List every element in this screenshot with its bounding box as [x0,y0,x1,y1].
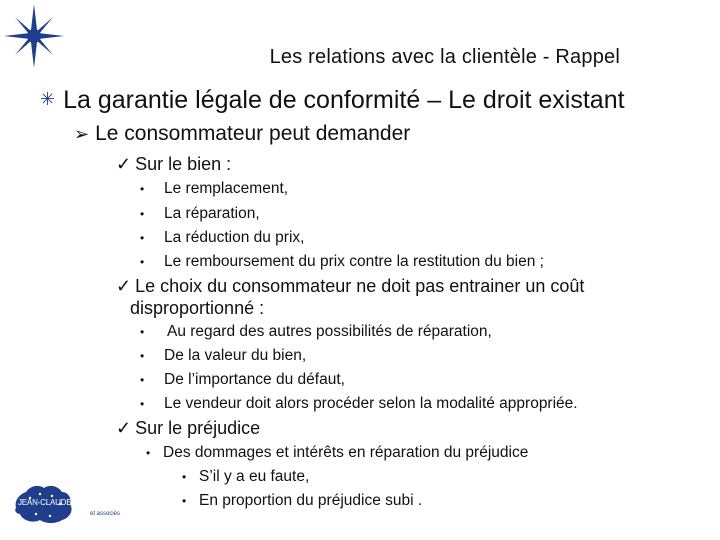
page-title: Les relations avec la clientèle - Rappel [269,46,620,68]
list-item: • Le remboursement du prix contre la restitution du bien ; [140,253,544,270]
check-icon: ✓ [116,154,132,174]
sub-list-item: • S’il y a eu faute, [182,468,310,485]
section-label-text: Le choix du consommateur ne doit pas entrainer un coût [135,276,585,296]
list-item: • Le remplacement, [140,180,289,197]
list-item-text: Le remboursement du prix contre la restitution du bien ; [164,253,544,270]
list-item: • Au regard des autres possibilités de réparation, [140,323,492,340]
logo-text: JEAN-CLAUDE COULON [18,498,107,507]
list-item: • Des dommages et intérêts en réparation du préjudice [146,444,529,461]
list-item-text: La réduction du prix, [164,229,305,246]
sub-list-item-text: En proportion du préjudice subi . [199,492,423,509]
list-item: • Le vendeur doit alors procéder selon la modalité appropriée. [140,395,578,412]
list-item-text: Des dommages et intérêts en réparation du préjudice [163,444,529,461]
section-label-text: Sur le bien : [135,154,232,174]
section-label-text: Sur le préjudice [135,418,261,438]
list-item: • De l’importance du défaut, [140,371,345,388]
check-icon: ✓ [116,418,132,438]
subheading [74,122,410,146]
main-heading-text: La garantie légale de conformité – Le droit existant [63,86,625,114]
list-item: • La réparation, [140,205,260,222]
arrow-icon: ➢ [74,124,90,144]
sub-list-item-text: S’il y a eu faute, [199,468,310,485]
list-item-text: De la valeur du bien, [164,347,307,364]
logo-subtext: et associés [90,511,121,517]
list-item-text: Le vendeur doit alors procéder selon la modalité appropriée. [164,395,578,412]
list-item-text: Au regard des autres possibilités de réparation, [167,323,492,340]
section-label [116,154,231,175]
section-label-continued: disproportionné : [130,298,265,318]
list-item-text: Le remplacement, [164,180,289,197]
main-heading [40,86,625,115]
list-item: • La réduction du prix, [140,229,305,246]
section-label [116,418,260,439]
sub-list-item: • En proportion du préjudice subi . [182,492,423,509]
list-item-text: De l’importance du défaut, [164,371,345,388]
asterisk-icon: ✳ [40,89,56,109]
list-item-text: La réparation, [164,205,260,222]
check-icon: ✓ [116,276,132,296]
section-label [116,276,584,297]
list-item: • De la valeur du bien, [140,347,307,364]
company-logo [12,480,122,526]
subheading-text: Le consommateur peut demander [95,122,411,145]
